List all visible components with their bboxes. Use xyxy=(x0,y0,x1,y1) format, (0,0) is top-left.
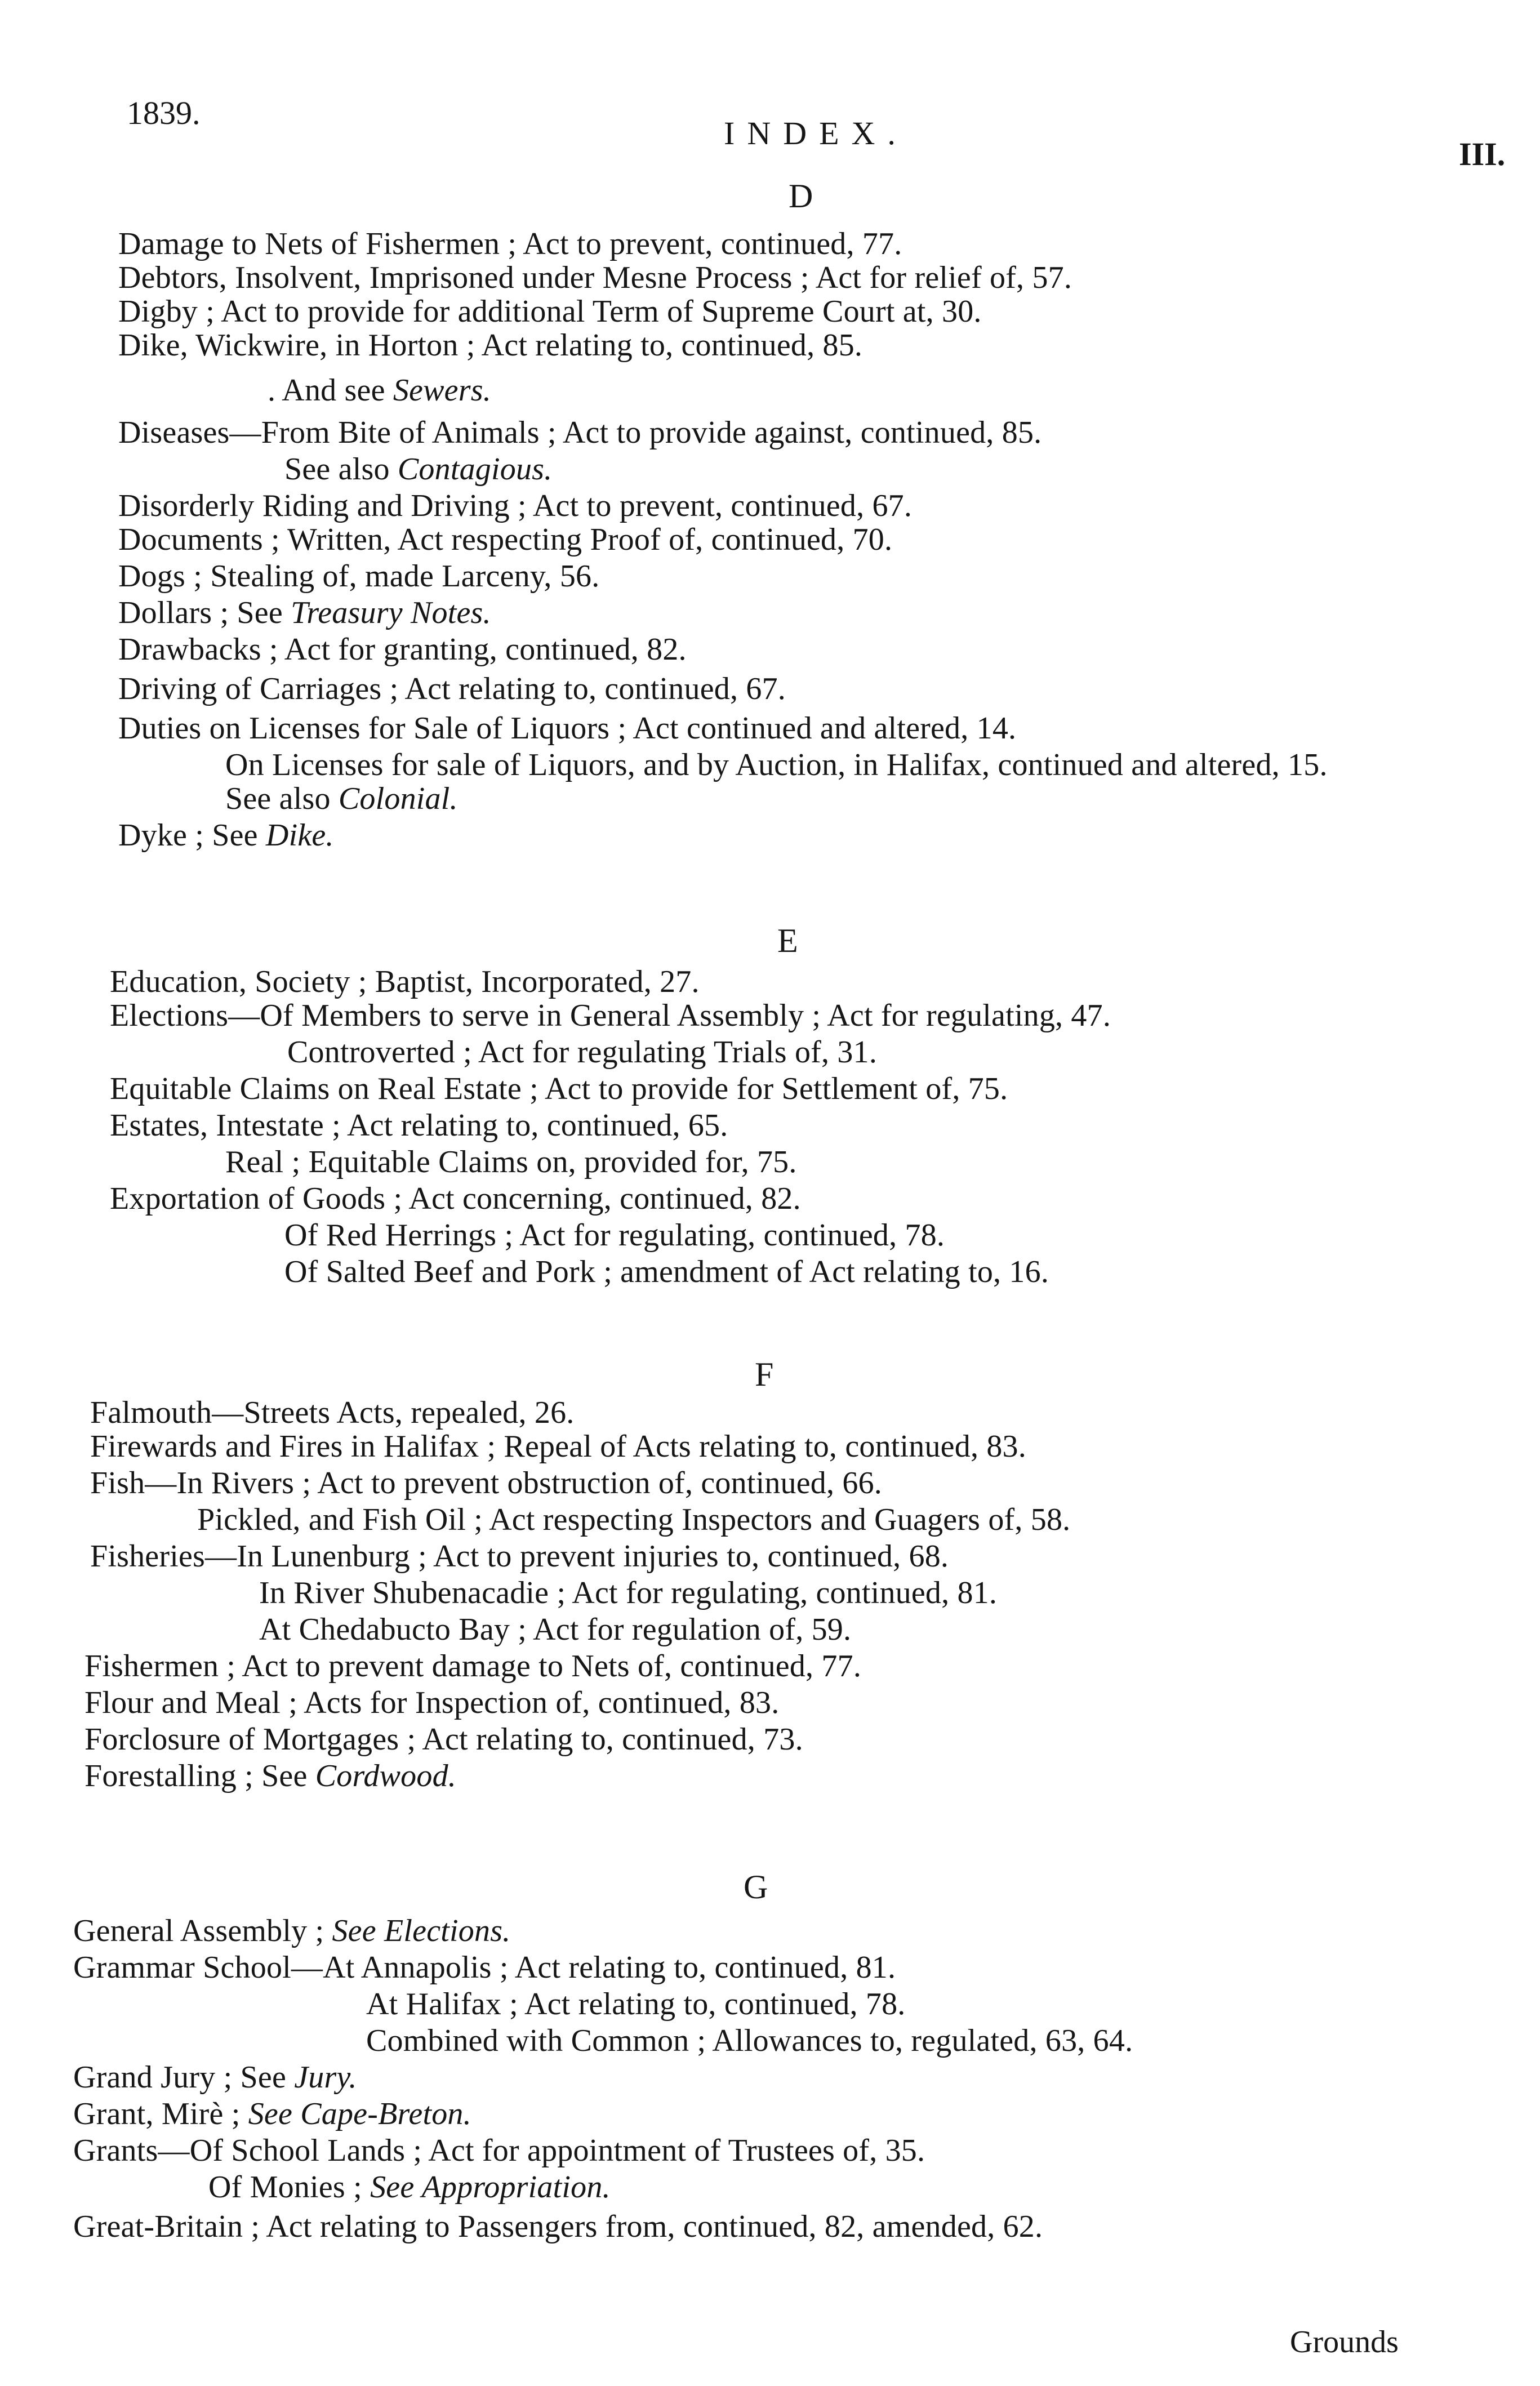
index-entry: At Halifax ; Act relating to, continued, 78. xyxy=(366,1987,906,2022)
index-entry: On Licenses for sale of Liquors, and by Auction, in Halifax, continued and altered, 15. xyxy=(225,747,1328,782)
index-entry: Drawbacks ; Act for granting, continued, 82. xyxy=(118,632,687,667)
index-entry: Combined with Common ; Allowances to, regulated, 63, 64. xyxy=(366,2023,1133,2058)
section-letter-g: G xyxy=(744,1868,768,1906)
section-letter-d: D xyxy=(789,177,813,215)
index-entry: Dogs ; Stealing of, made Larceny, 56. xyxy=(118,559,600,594)
index-entry: Grammar School—At Annapolis ; Act relating to, continued, 81. xyxy=(73,1950,896,1985)
header-title: INDEX. xyxy=(724,115,908,152)
index-entry: Pickled, and Fish Oil ; Act respecting Inspectors and Guagers of, 58. xyxy=(197,1502,1071,1537)
index-entry: Disorderly Riding and Driving ; Act to prevent, continued, 67. xyxy=(118,488,913,523)
index-entry: Exportation of Goods ; Act concerning, continued, 82. xyxy=(110,1181,801,1216)
index-entry: Fishermen ; Act to prevent damage to Nets of, continued, 77. xyxy=(84,1649,862,1684)
index-entry: Great-Britain ; Act relating to Passengers from, continued, 82, amended, 62. xyxy=(73,2209,1043,2244)
index-entry: Documents ; Written, Act respecting Proof of, continued, 70. xyxy=(118,522,893,557)
index-entry: General Assembly ; See Elections. xyxy=(73,1913,511,1948)
index-entry: Real ; Equitable Claims on, provided for, 75. xyxy=(225,1145,797,1179)
index-entry: Dollars ; See Treasury Notes. xyxy=(118,595,491,630)
index-entry: In River Shubenacadie ; Act for regulating, continued, 81. xyxy=(259,1575,998,1610)
section-letter-e: E xyxy=(777,922,798,959)
index-entry: Fisheries—In Lunenburg ; Act to prevent injuries to, continued, 68. xyxy=(90,1539,949,1574)
index-entry: Grand Jury ; See Jury. xyxy=(73,2060,357,2095)
index-entry: At Chedabucto Bay ; Act for regulation of, 59. xyxy=(259,1612,852,1647)
header-year: 1839. xyxy=(127,95,201,131)
index-entry: See also Colonial. xyxy=(225,781,458,816)
index-entry: Equitable Claims on Real Estate ; Act to provide for Settlement of, 75. xyxy=(110,1071,1008,1106)
index-entry: Grants—Of School Lands ; Act for appointment of Trustees of, 35. xyxy=(73,2133,925,2168)
index-entry: Flour and Meal ; Acts for Inspection of, continued, 83. xyxy=(84,1685,780,1720)
index-entry: Fish—In Rivers ; Act to prevent obstruction of, continued, 66. xyxy=(90,1466,883,1501)
index-entry: Of Monies ; See Appropriation. xyxy=(208,2170,611,2205)
index-entry: Falmouth—Streets Acts, repealed, 26. xyxy=(90,1395,575,1430)
index-entry: Digby ; Act to provide for additional Term of Supreme Court at, 30. xyxy=(118,294,982,329)
index-entry: Diseases—From Bite of Animals ; Act to provide against, continued, 85. xyxy=(118,415,1042,450)
index-entry: Dike, Wickwire, in Horton ; Act relating to, continued, 85. xyxy=(118,328,863,363)
index-entry: Of Salted Beef and Pork ; amendment of Act relating to, 16. xyxy=(284,1254,1049,1289)
index-entry: . And see Sewers. xyxy=(268,373,491,408)
index-entry: Dyke ; See Dike. xyxy=(118,818,334,853)
index-entry: Education, Society ; Baptist, Incorporated, 27. xyxy=(110,964,700,999)
index-entry: Controverted ; Act for regulating Trials of, 31. xyxy=(287,1035,878,1070)
index-entry: Forestalling ; See Cordwood. xyxy=(84,1759,456,1793)
index-entry: Forclosure of Mortgages ; Act relating to, continued, 73. xyxy=(84,1722,803,1757)
index-entry: Driving of Carriages ; Act relating to, continued, 67. xyxy=(118,671,786,706)
section-letter-f: F xyxy=(755,1356,774,1393)
index-entry: See also Contagious. xyxy=(284,452,553,487)
index-entry: Elections—Of Members to serve in General Assembly ; Act for regulating, 47. xyxy=(110,998,1111,1033)
index-entry: Debtors, Insolvent, Imprisoned under Mesne Process ; Act for relief of, 57. xyxy=(118,260,1072,295)
index-entry: Grant, Mirè ; See Cape-Breton. xyxy=(73,2096,471,2131)
index-entry: Firewards and Fires in Halifax ; Repeal of Acts relating to, continued, 83. xyxy=(90,1429,1026,1464)
index-entry: Damage to Nets of Fishermen ; Act to prevent, continued, 77. xyxy=(118,226,902,261)
index-entry: Duties on Licenses for Sale of Liquors ; Act continued and altered, 14. xyxy=(118,711,1017,746)
index-entry: Estates, Intestate ; Act relating to, continued, 65. xyxy=(110,1108,728,1143)
catchword: Grounds xyxy=(1290,2325,1399,2360)
index-entry: Of Red Herrings ; Act for regulating, continued, 78. xyxy=(284,1218,945,1253)
header-page-number: III. xyxy=(1459,136,1506,172)
